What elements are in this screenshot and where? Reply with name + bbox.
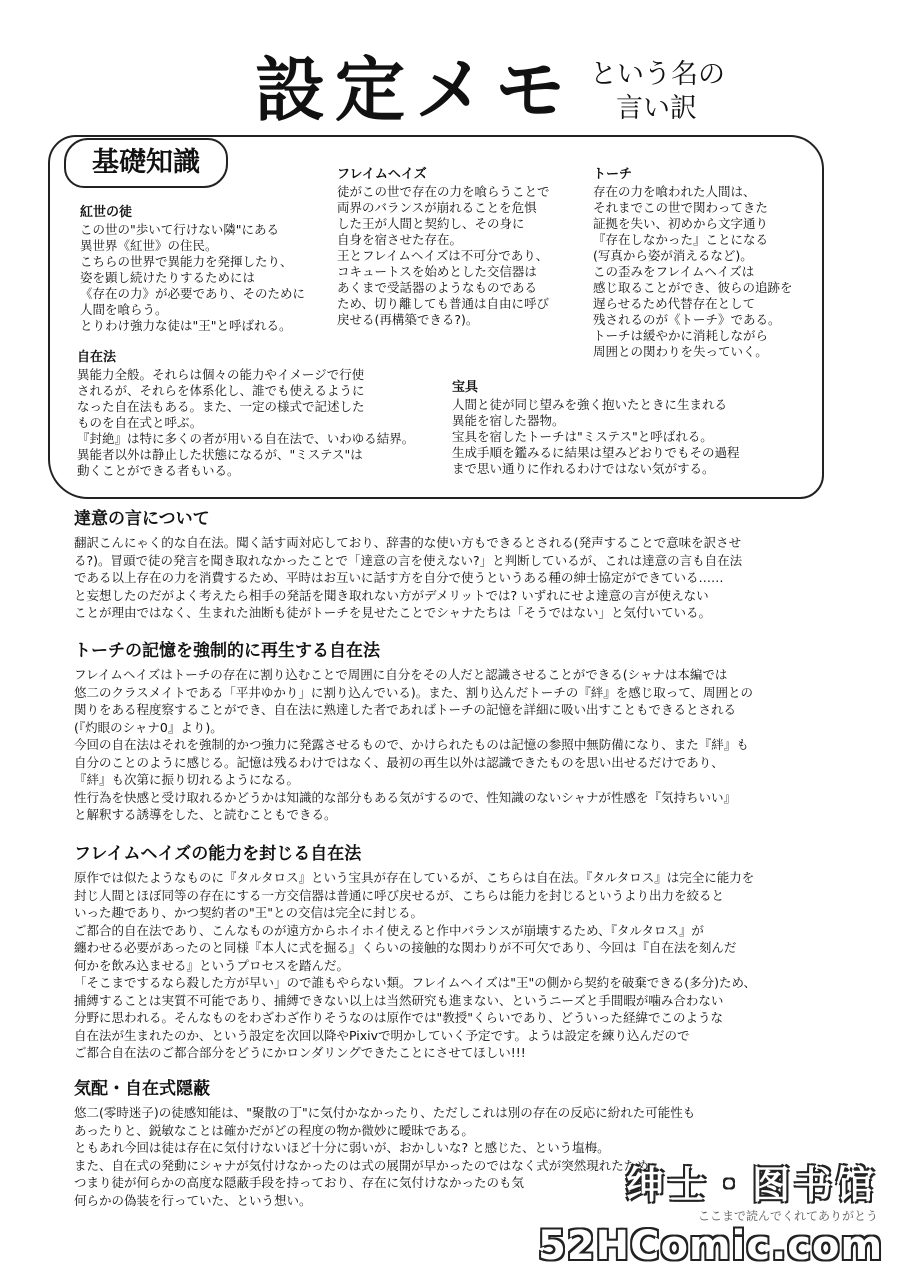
section-line: 今回の自在法はそれを強制的かつ強力に発露させるもので、かけられたものは記憶の参照中無防備になり、また『絆』も — [74, 737, 749, 752]
note-line: 異能を宿した器物。 — [452, 413, 565, 428]
note-line: 証拠を失い、初めから文字通り — [593, 216, 769, 231]
note-torch — [593, 167, 793, 360]
note-line: 周囲との関わりを失っていく。 — [593, 344, 768, 359]
note-line: 動くことができる者もいる。 — [77, 463, 240, 478]
page-subtitle — [590, 58, 740, 126]
note-heading: トーチ — [593, 167, 633, 182]
note-line: 『存在しなかった』ことになる — [593, 232, 769, 247]
note-line: トーチは緩やかに消耗しながら — [593, 328, 769, 343]
note-heading: フレイムヘイズ — [337, 167, 427, 182]
note-line: 異世界《紅世》の住民。 — [80, 238, 218, 253]
watermark-cn: 绅士・图书馆 — [625, 1163, 878, 1207]
section-line: あったりと、鋭敏なことは確かだがどの程度の物か微妙に曖昧である。 — [74, 1122, 474, 1138]
section-line: いった趣であり、かつ契約者の"王"との交信は完全に封じる。 — [74, 905, 424, 920]
watermark — [538, 1163, 884, 1269]
section-line: 何かを飲み込ませる』というプロセスを踏んだ。 — [74, 957, 350, 973]
section-line: 関りをある程度察することができ、自在法に熟達した者であればトーチの記憶を詳細に吸い出すこともできるとされる — [74, 702, 737, 717]
note-line: 異能力全般。それらは個々の能力やイメージで行使 — [77, 367, 365, 382]
section-line: 原作では似たようなものに『タルタロス』という宝具が存在しているが、こちらは自在法。『タルタロス』は完全に能力を — [74, 870, 755, 885]
section-line: ともあれ今回は徒は存在に気付けないほど十分に弱いが、おかしいな? と感じた、という塩梅。 — [74, 1140, 610, 1155]
note-line: 感じ取ることができ、彼らの追跡を — [593, 280, 793, 295]
section-line: ご都合自在法のご都合部分をどうにかロンダリングできたことにさせてほしい!!! — [74, 1045, 526, 1060]
section-heading: 気配・自在式隠蔽 — [74, 1079, 210, 1099]
section-line: 何らかの偽装を行っていた、という想い。 — [74, 1192, 312, 1208]
section-tatsui — [74, 508, 834, 622]
note-heading: 自在法 — [77, 350, 117, 365]
section-line: 自在法が生まれたのか、という設定を次回以降やPixivで明かしていく予定です。ようは設定を練り込んだので — [74, 1027, 690, 1043]
subtitle-line-2: 言い訳 — [616, 93, 697, 124]
note-line: この世の"歩いて行けない隣"にある — [80, 222, 279, 237]
basics-tag: 基礎知識 — [64, 138, 228, 188]
note-line: (写真から姿が消えるなど)。 — [593, 248, 753, 263]
watermark-handwritten-note: ここまで読んでくれてありがとう — [697, 1209, 878, 1223]
note-line: した王が人間と契約し、その身に — [337, 216, 525, 231]
note-line: 残されるのが《トーチ》である。 — [593, 312, 781, 327]
section-line: 『絆』も次第に振り切れるようになる。 — [74, 772, 300, 787]
section-line: と解釈する誘導をした、と読むこともできる。 — [74, 807, 337, 822]
note-line: この歪みをフレイムヘイズは — [593, 264, 755, 279]
section-torch-memory — [74, 640, 834, 824]
note-line: 人間を喰らう。 — [80, 302, 168, 317]
section-line: 捕縛することは実質不可能であり、捕縛できない以上は当然研究も進まない、というニーズと手間暇が噛み合わない — [74, 992, 724, 1008]
section-heading: フレイムヘイズの能力を封じる自在法 — [74, 844, 362, 864]
note-line: コキュートスを始めとした交信器は — [337, 264, 537, 279]
note-line: されるが、それらを体系化し、誰でも使えるように — [77, 383, 365, 398]
watermark-site: 52HComic.com — [538, 1223, 884, 1269]
section-line: また、自在式の発動にシャナが気付けなかったのは式の展開が早かったのではなく式が突然現れたため。 — [74, 1157, 661, 1173]
note-line: こちらの世界で異能力を発揮したり、 — [80, 254, 293, 269]
note-line: とりわけ強力な徒は"王"と呼ばれる。 — [80, 318, 292, 333]
note-line: 戻せる(再構築できる?)。 — [337, 312, 479, 327]
section-line: フレイムヘイズはトーチの存在に割り込むことで周囲に自分をその人だと認識させることができる(シャナは本編では — [74, 667, 728, 682]
section-line: 翻訳こんにゃく的な自在法。聞く話す両対応しており、辞書的な使い方もできるとされる(発声することで意味を訳させ — [74, 535, 742, 550]
note-treasure — [452, 380, 740, 477]
note-line: 生成手順を鑑みるに結果は望みどおりでもその過程 — [452, 445, 740, 460]
note-line: 両界のバランスが崩れることを危惧 — [337, 200, 537, 215]
note-line: 自身を宿させた存在。 — [337, 232, 463, 247]
section-line: 悠二(零時迷子)の徒感知能は、"聚散の丁"に気付かなかったり、ただしこれは別の存在の反応に紛れた可能性も — [74, 1105, 696, 1120]
section-line: ご都合的自在法であり、こんなものが遠方からホイホイ使えると作中バランスが崩壊するため、『タルタロス』が — [74, 922, 704, 938]
note-line: 人間と徒が同じ望みを強く抱いたときに生まれる — [452, 397, 728, 412]
section-line: 纏わせる必要があったのと同様『本人に式を掘る』くらいの接触的な関わりが不可欠であり、今回は『自在法を刻んだ — [74, 940, 737, 955]
section-line: ことが理由ではなく、生まれた油断も徒がトーチを見せたことでシャナたちは「そうではない」と気付いている。 — [74, 605, 712, 620]
note-line: なった自在法もある。また、一定の様式で記述した — [77, 399, 365, 414]
note-crimson-denizen — [80, 205, 305, 334]
note-line: 王とフレイムヘイズは不可分であり、 — [337, 248, 549, 263]
note-line: あくまで受話器のようなものである — [337, 280, 538, 295]
note-line: 遅らせるため代替存在として — [593, 296, 756, 311]
section-seal-ability — [74, 843, 834, 1062]
subtitle-line-1: という名の — [590, 59, 725, 90]
section-line: 分野に思われる。そんなものをわざわざ作りそうなのは原作では"教授"くらいであり、どういった経緯でこのような — [74, 1010, 724, 1025]
section-heading: 達意の言について — [74, 509, 210, 529]
section-line: 悠二のクラスメイトである「平井ゆかり」に割り込んでいる)。また、割り込んだトーチの『絆』を感じ取って、周囲との — [74, 684, 754, 700]
note-line: 姿を顕し続けたりするためには — [80, 270, 256, 285]
note-line: ものを自在式と呼ぶ。 — [77, 415, 203, 430]
note-line: まで思い通りに作れるわけではない気がする。 — [452, 461, 715, 476]
section-line: る?)。冒頭で徒の発言を聞き取れなかったことで「達意の言を使えない?」と判断しているが、これは達意の言も自在法 — [74, 552, 743, 568]
section-line: と妄想したのだがよく考えたら相手の発話を聞き取れない方がデメリットでは? いずれにせよ達意の言が使えない — [74, 587, 709, 603]
section-heading: トーチの記憶を強制的に再生する自在法 — [74, 641, 380, 661]
section-line: つまり徒が何らかの高度な隠蔽手段を持っており、存在に気付けなかったのも気 — [74, 1175, 525, 1190]
note-flamehaze — [337, 167, 550, 328]
section-line: 性行為を快感と受け取れるかどうかは知識的な部分もある気がするので、性知識のないシャナが性感を『気持ちいい』 — [74, 789, 737, 805]
section-line: である以上存在の力を消費するため、平時はお互いに話す方を自分で使うというある種の紳士協定ができている…… — [74, 570, 724, 585]
section-line: 自分のことのように感じる。記憶は残るわけではなく、最初の再生以外は認識できたものを思い出せるだけであり、 — [74, 754, 724, 770]
section-line: 封じ人間とほぼ同等の存在にする一方交信器は普通に呼び戻せるが、こちらは能力を封じるというより出力を絞ると — [74, 887, 725, 903]
note-line: 『封絶』は特に多くの者が用いる自在法で、いわゆる結界。 — [77, 431, 415, 446]
note-line: 異能者以外は静止した状態になるが、"ミステス"は — [77, 447, 363, 462]
page-title: 設定メモ — [255, 48, 575, 131]
note-jizaiho — [77, 350, 414, 479]
note-line: 存在の力を喰われた人間は、 — [593, 184, 756, 199]
section-line: (『灼眼のシャナ0』より)。 — [74, 719, 223, 735]
note-line: 《存在の力》が必要であり、そのために — [80, 286, 306, 301]
note-heading: 宝具 — [452, 380, 479, 395]
note-heading: 紅世の徒 — [80, 205, 133, 220]
note-line: それまでこの世で関わってきた — [593, 200, 768, 215]
note-line: 徒がこの世で存在の力を喰らうことで — [337, 184, 550, 199]
note-line: ため、切り離しても普通は自由に呼び — [337, 296, 550, 311]
note-line: 宝具を宿したトーチは"ミステス"と呼ばれる。 — [452, 429, 713, 444]
section-line: 「そこまでするなら殺した方が早い」ので誰もやらない類。フレイムヘイズは"王"の側から契約を破棄できる(多分)ため、 — [74, 975, 757, 990]
